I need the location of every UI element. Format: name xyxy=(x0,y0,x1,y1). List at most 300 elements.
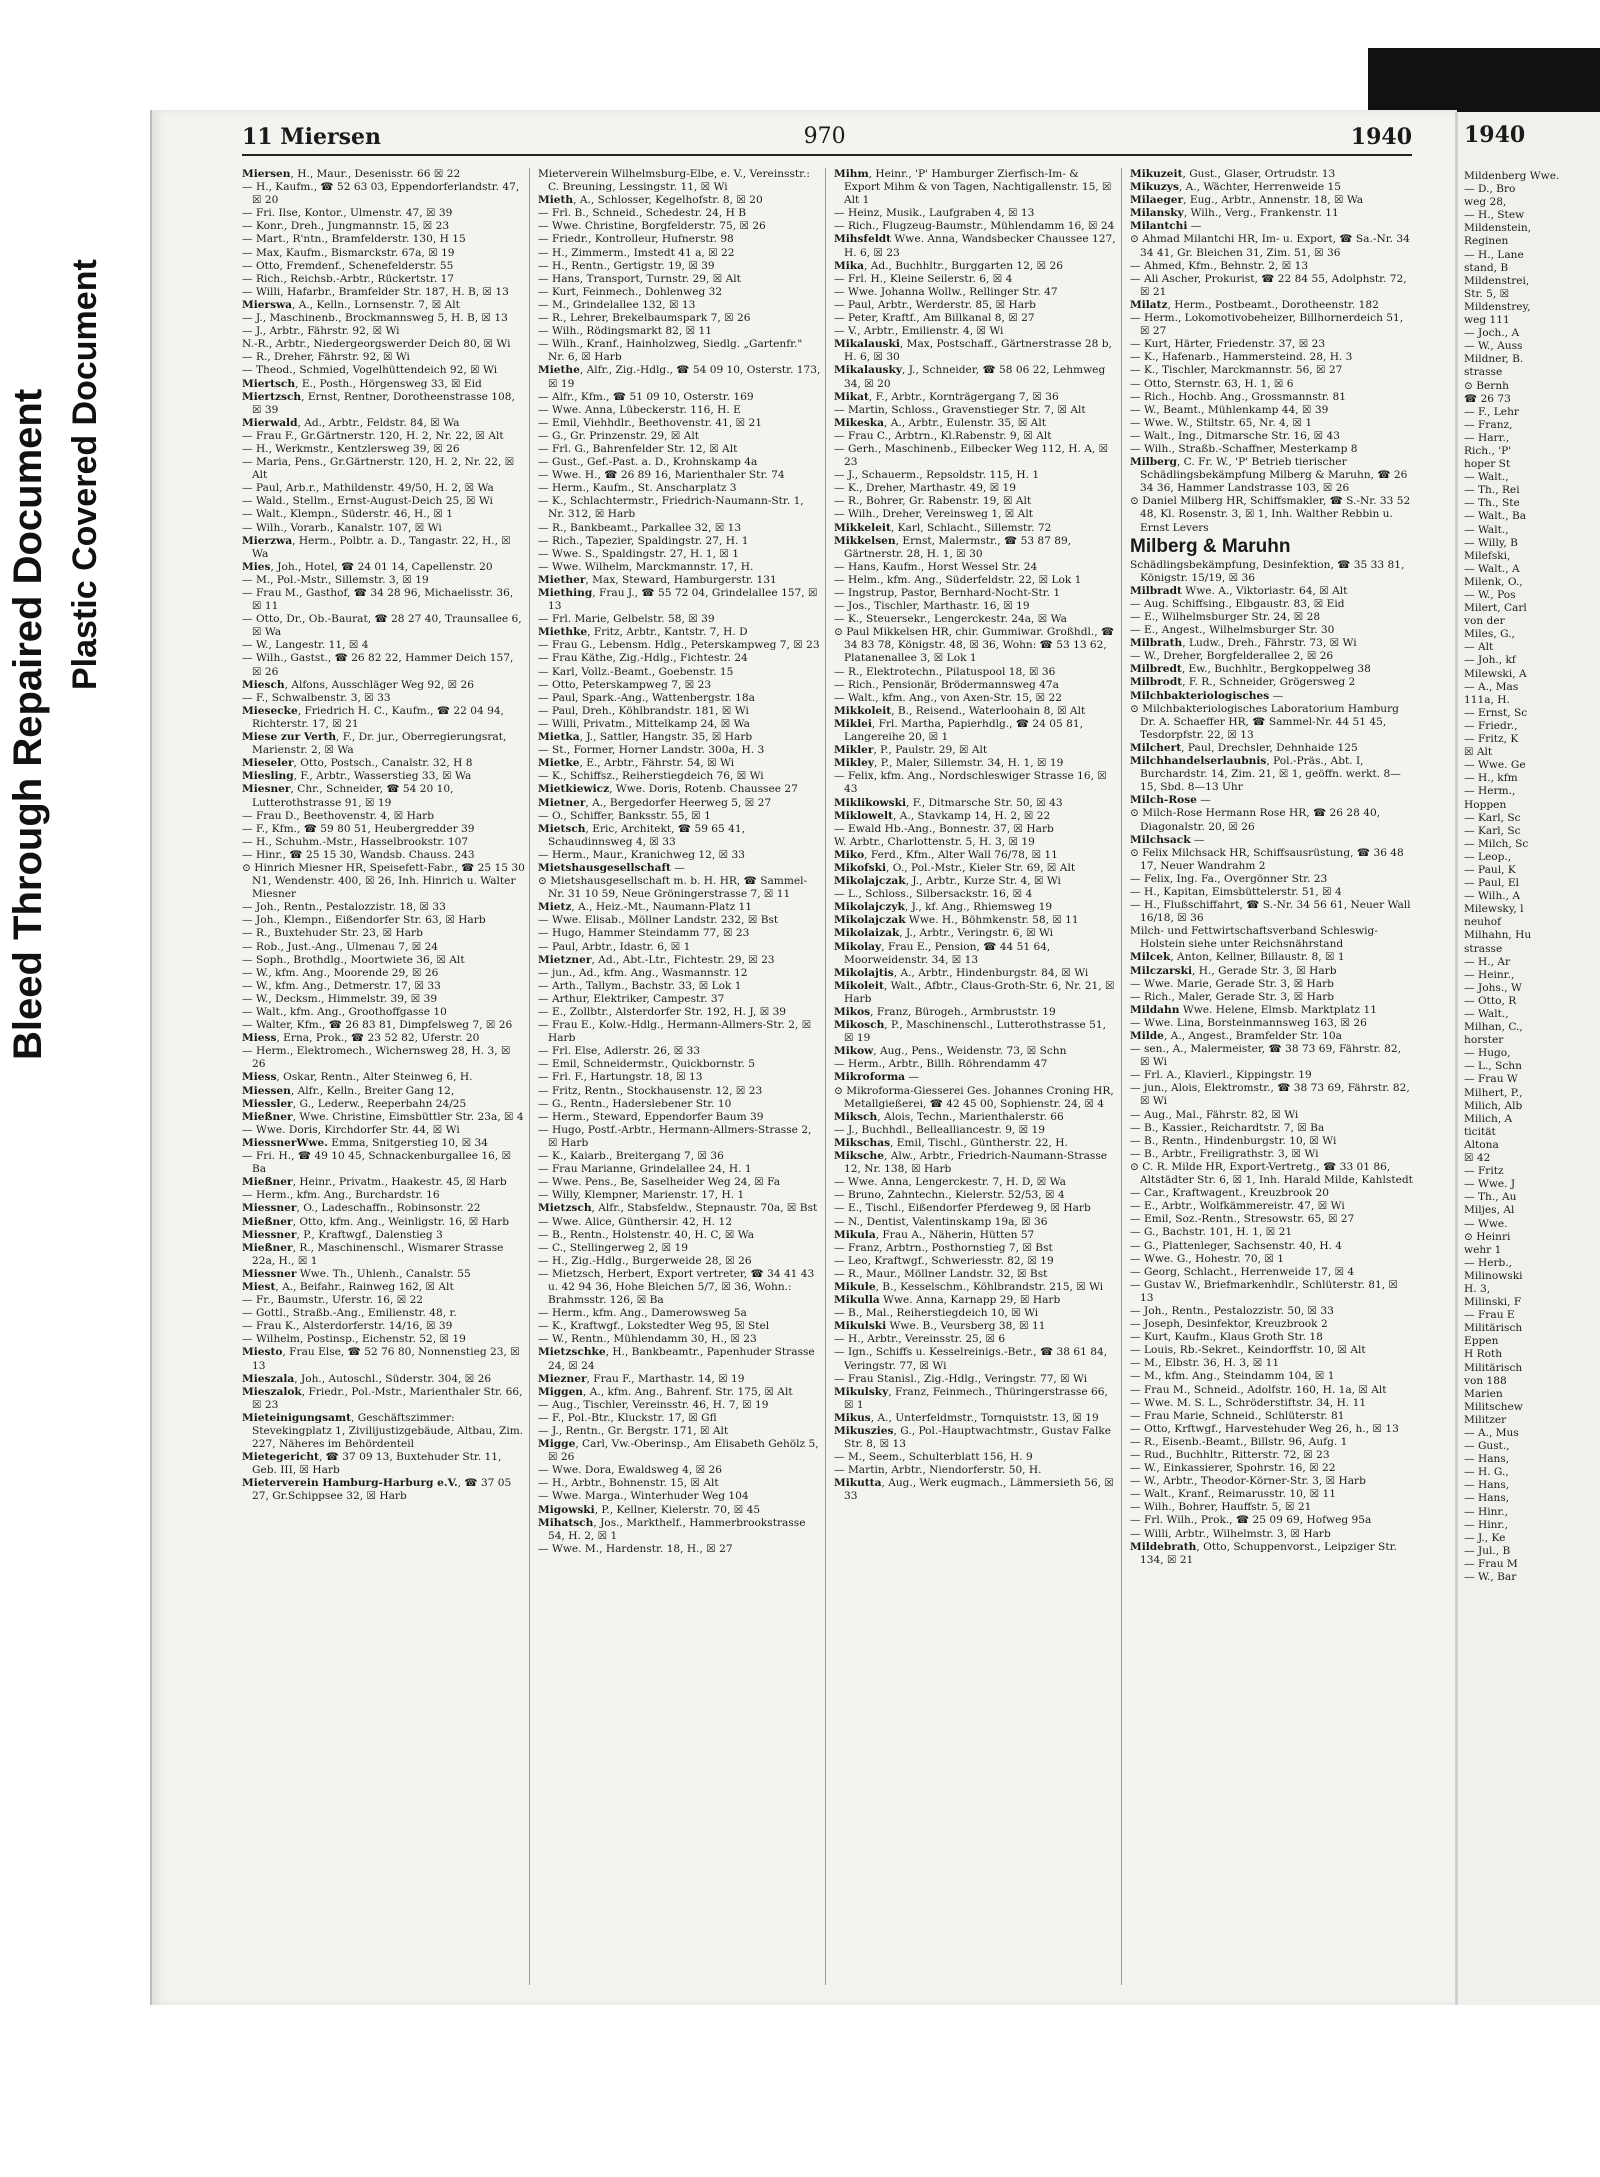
entry-details: , Frau E., Pension, ☎ 44 51 64, Moorweidenstr. 34, ☒ 13 xyxy=(844,940,1051,966)
directory-entry xyxy=(538,1242,821,1255)
entry-details: — H., Schuhm.-Mstr., Hasselbrookstr. 107 xyxy=(242,835,469,848)
entry-details: , H., Maur., Desenisstr. 66 ☒ 22 xyxy=(290,168,461,180)
entry-details: — G., Plattenleger, Sachsenstr. 40, H. 4 xyxy=(1130,1239,1343,1252)
directory-entry xyxy=(1130,847,1413,873)
directory-entry xyxy=(242,260,525,273)
entry-details: — Willi, Hafarbr., Bramfelder Str. 187, H. B, ☒ 13 xyxy=(242,285,509,298)
entry-details: , Ew., Buchhltr., Bergkoppelweg 38 xyxy=(1181,663,1371,676)
next-page-line: Altona xyxy=(1464,1138,1499,1151)
entry-surname: Mietshausgesellschaft xyxy=(538,861,671,874)
entry-details: , Frau Else, ☎ 52 76 80, Nonnenstieg 23, ☒ 13 xyxy=(252,1346,520,1372)
directory-entry xyxy=(242,731,525,757)
directory-entry xyxy=(242,1451,525,1477)
directory-entry xyxy=(242,849,525,862)
entry-details: — R., Maur., Möllner Landstr. 32, ☒ Bst xyxy=(834,1267,1048,1280)
directory-entry xyxy=(538,1399,821,1412)
next-page-line: — Hugo, xyxy=(1464,1047,1511,1060)
entry-details: — Fritz, Rentn., Stockhausenstr. 12, ☒ 23 xyxy=(538,1084,763,1097)
entry-details: — Georg, Schlacht., Herrenweide 17, ☒ 4 xyxy=(1130,1265,1355,1278)
directory-entry xyxy=(242,993,525,1006)
next-page-line: — Franz, xyxy=(1464,418,1513,431)
next-page-line: — Karl, Sc xyxy=(1464,811,1521,824)
entry-details: , A., Stavkamp 14, H. 2, ☒ 22 xyxy=(892,809,1051,822)
entry-details: — Frl. Wilh., Prok., ☎ 25 09 69, Hofweg 95a xyxy=(1130,1514,1372,1527)
entry-details: — Aug., Tischler, Vereinsstr. 46, H. 7, ☒ 19 xyxy=(538,1398,769,1411)
entry-details: Wwe. A., Viktoriastr. 64, ☒ Alt xyxy=(1181,584,1348,597)
next-page-line: — Walt., xyxy=(1464,1008,1509,1020)
next-page-line: Militärisch xyxy=(1464,1322,1523,1335)
directory-entry xyxy=(538,1098,821,1111)
directory-entry xyxy=(1130,391,1413,404)
entry-details: , A., Arbtr., Eulenstr. 35, ☒ Alt xyxy=(884,416,1046,429)
entry-surname: Mildahn xyxy=(1130,1003,1180,1016)
entry-details: — J., Buchhdl., Bellealliancestr. 9, ☒ 19 xyxy=(834,1123,1046,1136)
entry-details: , A., Schlosser, Kegelhofstr. 8, ☒ 20 xyxy=(573,194,763,207)
directory-entry xyxy=(538,914,821,927)
entry-details: , Friedr., Pol.-Mstr., Marienthaler Str. 66, ☒ 23 xyxy=(252,1385,523,1411)
entry-details: — Hugo, Postf.-Arbtr., Hermann-Allmers-Strasse 2, ☒ Harb xyxy=(538,1123,812,1149)
entry-details: , O., Ladeschaffn., Robinsonstr. 22 xyxy=(296,1202,481,1215)
directory-entry xyxy=(834,561,1117,574)
entry-details: , Erna, Prok., ☎ 23 52 82, Uferstr. 20 xyxy=(276,1032,480,1045)
entry-surname: Mikalausky xyxy=(834,364,903,377)
entry-details: , A., Bergedorfer Heerweg 5, ☒ 27 xyxy=(585,796,772,809)
entry-surname: Miessner xyxy=(242,1267,297,1280)
entry-surname: Milatz xyxy=(1130,298,1168,311)
next-page-line: Miles, G., xyxy=(1464,628,1515,641)
entry-details: — xyxy=(1190,833,1205,846)
directory-entry xyxy=(538,1058,821,1071)
directory-entry xyxy=(242,757,525,770)
directory-entry xyxy=(538,797,821,810)
directory-entry xyxy=(834,1320,1117,1333)
entry-details: , Joh., Hotel, ☎ 24 01 14, Capellenstr. 20 xyxy=(270,560,493,573)
entry-details: — Kurt, Kaufm., Klaus Groth Str. 18 xyxy=(1130,1331,1323,1344)
directory-entry xyxy=(1130,1410,1413,1423)
directory-entry xyxy=(538,1150,821,1163)
column-1 xyxy=(242,168,530,1985)
entry-details: — Frau K., Alsterdorferstr. 14/16, ☒ 39 xyxy=(242,1320,453,1333)
directory-entry xyxy=(834,404,1117,417)
directory-entry xyxy=(242,247,525,260)
directory-entry xyxy=(834,770,1117,796)
directory-entry xyxy=(242,1006,525,1019)
next-page-line: — Paul, K xyxy=(1464,863,1516,876)
entry-surname: Migowski xyxy=(538,1503,595,1516)
entry-details: , Ferd., Kfm., Alter Wall 76/78, ☒ 11 xyxy=(864,848,1058,861)
directory-entry xyxy=(834,1425,1117,1451)
directory-entry xyxy=(1130,965,1413,978)
directory-entry xyxy=(538,1216,821,1229)
entry-details: — jun., Alois, Elektromstr., ☎ 38 73 69, Fährstr. 82, ☒ Wi xyxy=(1130,1082,1410,1108)
entry-details: — Ewald Hb.-Ang., Bonnestr. 37, ☒ Harb xyxy=(834,822,1054,835)
directory-entry xyxy=(1130,1318,1413,1331)
entry-surname: Milantchi xyxy=(1130,220,1188,233)
entry-details: — Franz, Arbtrn., Posthornstieg 7, ☒ Bst xyxy=(834,1241,1053,1254)
entry-details: ⊙ Daniel Milberg HR, Schiffsmakler, ☎ S.-Nr. 33 52 48, Kl. Rosenstr. 3, ☒ 1, Inh. Walther Rebbin u. Ernst Levers xyxy=(1130,495,1411,534)
directory-entry xyxy=(1130,1226,1413,1239)
directory-entry xyxy=(834,1412,1117,1425)
entry-details: — R., Bohrer, Gr. Rabenstr. 19, ☒ Alt xyxy=(834,495,1032,508)
next-page-line: von der xyxy=(1464,615,1505,628)
directory-entry xyxy=(1130,1043,1413,1069)
entry-surname: Mika xyxy=(834,259,864,272)
entry-surname: Miklei xyxy=(834,717,872,730)
entry-surname: Milansky xyxy=(1130,207,1184,220)
entry-details: — Herm., Elektromech., Wichernsweg 28, H. 3, ☒ 26 xyxy=(242,1045,511,1071)
entry-details: — Herm., kfm. Ang., Burchardstr. 16 xyxy=(242,1189,440,1202)
directory-entry xyxy=(1130,1148,1413,1161)
directory-entry xyxy=(242,364,525,377)
directory-entry xyxy=(1130,1266,1413,1279)
directory-entry xyxy=(242,312,525,325)
page-header xyxy=(242,120,1412,156)
entry-details: , F., Arbtr., Kornträgergang 7, ☒ 36 xyxy=(868,390,1059,403)
entry-details: — W., Rentn., Mühlendamm 30, H., ☒ 23 xyxy=(538,1333,757,1346)
directory-entry xyxy=(538,1019,821,1045)
entry-surname: Migge xyxy=(538,1438,576,1451)
entry-details: — St., Former, Horner Landstr. 300a, H. 3 xyxy=(538,744,765,757)
directory-entry xyxy=(538,639,821,652)
entry-surname: Mikolajtis xyxy=(834,966,894,979)
directory-entry xyxy=(242,535,525,561)
next-page-line: Mildenstrei, xyxy=(1464,274,1530,287)
entry-surname: Mikuszies xyxy=(834,1425,894,1437)
next-page-line: — Gust., xyxy=(1464,1440,1510,1453)
directory-entry xyxy=(538,220,821,233)
next-page-line: Rich., 'P' xyxy=(1464,444,1512,457)
entry-surname: Mietke xyxy=(538,757,580,770)
directory-entry xyxy=(242,417,525,430)
entry-details: — Wilhelm, Postinsp., Eichenstr. 52, ☒ 19 xyxy=(242,1333,466,1346)
directory-entry xyxy=(538,364,821,390)
directory-entry xyxy=(1130,1253,1413,1266)
directory-entry xyxy=(538,652,821,665)
next-page-line: — Herb., xyxy=(1464,1256,1513,1269)
entry-details: , A., Wächter, Herrenweide 15 xyxy=(1178,181,1341,194)
directory-entry xyxy=(538,535,821,548)
directory-entry xyxy=(538,1425,821,1438)
entry-details: — K., Kraftwgf., Lokstedter Weg 95, ☒ Stel xyxy=(538,1320,770,1333)
entry-details: — K., Dreher, Marthastr. 49, ☒ 19 xyxy=(834,482,1017,495)
next-page-line: — Hans, xyxy=(1464,1492,1510,1505)
directory-entry xyxy=(1130,338,1413,351)
entry-details: — F., Schwalbenstr. 3, ☒ 33 xyxy=(242,691,391,704)
directory-entry xyxy=(834,299,1117,312)
directory-entry xyxy=(242,391,525,417)
directory-entry xyxy=(538,417,821,430)
directory-entry xyxy=(834,1242,1117,1255)
entry-details: — Maria, Pens., Gr.Gärtnerstr. 120, H. 2, Nr. 22, ☒ Alt xyxy=(242,456,515,482)
directory-entry xyxy=(834,1058,1117,1071)
next-page-line: — H., kfm xyxy=(1464,772,1518,785)
directory-entry xyxy=(538,1268,821,1307)
directory-entry xyxy=(538,823,821,849)
directory-entry xyxy=(242,325,525,338)
entry-surname: Miesto xyxy=(242,1346,283,1359)
directory-entry xyxy=(242,299,525,312)
next-page-line: — Joch., A xyxy=(1464,327,1520,340)
directory-entry xyxy=(834,914,1117,927)
directory-entry xyxy=(242,1032,525,1045)
entry-surname: Milde xyxy=(1130,1030,1164,1042)
next-page-line: — Wwe. xyxy=(1464,1217,1508,1230)
entry-details: — Frau M., Gasthof, ☎ 34 28 96, Michaelisstr. 36, ☒ 11 xyxy=(242,587,514,613)
entry-surname: Miksch xyxy=(834,1110,878,1123)
entry-details: — Wwe. Lina, Borsteinmannsweg 163, ☒ 26 xyxy=(1130,1016,1367,1029)
directory-entry xyxy=(242,639,525,652)
entry-details: — F., Kfm., ☎ 59 80 51, Heubergredder 39 xyxy=(242,822,475,835)
entry-details: , G., Lederw., Reeperbahn 24/25 xyxy=(292,1097,467,1110)
next-page-line: — Alt xyxy=(1464,641,1494,654)
entry-details: , P., Kellner, Kielerstr. 70, ☒ 45 xyxy=(594,1503,761,1516)
entry-surname: Mihsfeldt xyxy=(834,233,892,246)
entry-details: Mieterverein Wilhelmsburg-Elbe, e. V., Vereinsstr.: C. Breuning, Lessingstr. 11, ☒ Wi xyxy=(538,168,811,194)
directory-entry xyxy=(1130,559,1413,585)
next-page-line: — Willy, B xyxy=(1464,536,1518,549)
entry-surname: Mikroforma xyxy=(834,1071,906,1084)
next-page-line: — W., Pos xyxy=(1464,589,1516,601)
entry-details: — Car., Kraftwagent., Kreuzbrook 20 xyxy=(1130,1187,1329,1200)
next-page-line: — Frau E xyxy=(1464,1309,1515,1322)
entry-surname: Mikolay xyxy=(834,940,882,953)
entry-surname: Mietzsch xyxy=(538,1202,592,1215)
next-page-line: — D., Bro xyxy=(1464,183,1516,196)
entry-details: — R., Dreher, Fährstr. 92, ☒ Wi xyxy=(242,351,410,364)
directory-entry xyxy=(242,980,525,993)
directory-entry xyxy=(242,1176,525,1189)
entry-details: , Emil, Tischl., Güntherstr. 22, H. xyxy=(890,1136,1068,1149)
next-page-line: — Walt., A xyxy=(1464,562,1520,575)
entry-details: — J., Schauerm., Repsoldstr. 115, H. 1 xyxy=(834,469,1040,482)
next-page-line: — A., Mus xyxy=(1464,1427,1519,1439)
entry-details: — Emil, Schneidermstr., Quickbornstr. 5 xyxy=(538,1058,755,1071)
entry-details: — B., Rentn., Holstenstr. 40, H. C, ☒ Wa xyxy=(538,1228,755,1241)
next-page-line: von 188 xyxy=(1464,1374,1507,1387)
entry-details: — Wwe. Johanna Wollw., Rellinger Str. 47 xyxy=(834,285,1058,298)
entry-details: — Frau C., Arbtrn., Kl.Rabenstr. 9, ☒ Alt xyxy=(834,429,1052,442)
directory-entry xyxy=(242,181,525,207)
entry-details: — Ali Ascher, Prokurist, ☎ 22 84 55, Adolphstr. 72, ☒ 21 xyxy=(1130,272,1407,298)
directory-entry xyxy=(834,1071,1117,1084)
next-page-line: neuhof xyxy=(1464,916,1502,929)
directory-entry xyxy=(242,1124,525,1137)
entry-details: , P., Maler, Sillemstr. 34, H. 1, ☒ 19 xyxy=(874,757,1064,770)
entry-surname: Mieseler xyxy=(242,757,294,770)
entry-details: , P., Maschinenschl., Lutterothstrasse 51, ☒ 19 xyxy=(844,1019,1107,1045)
next-page-line: — Ernst, Sc xyxy=(1464,706,1528,719)
directory-entry xyxy=(1130,404,1413,417)
directory-entry xyxy=(538,1176,821,1189)
entry-surname: Milaeger xyxy=(1130,194,1184,207)
entry-details: , Alfr., Stabsfeldw., Stepnaustr. 70a, ☒ Bst xyxy=(591,1202,818,1215)
entry-details: , B., Kesselschm., Köhlbrandstr. 215, ☒ Wi xyxy=(875,1280,1104,1293)
entry-details: — Wilh., Dreher, Vereinsweg 1, ☒ Alt xyxy=(834,508,1033,521)
entry-surname: Mikolajczak xyxy=(834,875,906,888)
directory-entry xyxy=(834,1045,1117,1058)
entry-details: , A., Beifahr., Rainweg 162, ☒ Alt xyxy=(275,1280,454,1293)
next-page-line: — Heinr., xyxy=(1464,968,1515,981)
next-page-line: — Wilh., A xyxy=(1464,890,1521,903)
directory-entry xyxy=(1130,1397,1413,1410)
directory-entry xyxy=(834,626,1117,665)
directory-entry xyxy=(538,1543,821,1556)
directory-entry xyxy=(242,1294,525,1307)
directory-entry xyxy=(538,718,821,731)
entry-surname: Mießner xyxy=(242,1241,293,1254)
directory-entry xyxy=(242,1202,525,1215)
entry-surname: Miessner xyxy=(242,1202,297,1215)
directory-entry xyxy=(834,941,1117,967)
directory-entry xyxy=(834,1216,1117,1229)
entry-details: Wwe. H., Böhmkenstr. 58, ☒ 11 xyxy=(905,914,1079,927)
entry-surname: Milbrath xyxy=(1130,637,1183,650)
entry-details: — Herm., Steward, Eppendorfer Baum 39 xyxy=(538,1110,764,1123)
directory-entry xyxy=(538,443,821,456)
entry-surname: Mietkiewicz xyxy=(538,783,610,796)
directory-entry xyxy=(834,849,1117,862)
next-page-line: Marien xyxy=(1464,1387,1503,1400)
next-page-line: — Leop., xyxy=(1464,850,1512,863)
entry-details: — Mart., R'ntn., Bramfelderstr. 130, H 15 xyxy=(242,233,466,246)
entry-details: — Frau Käthe, Zig.-Hdlg., Fichtestr. 24 xyxy=(538,652,748,665)
entry-details: — Willi, Arbtr., Wilhelmstr. 3, ☒ Harb xyxy=(1130,1527,1331,1540)
entry-details: — H., Flußschiffahrt, ☎ S.-Nr. 34 56 61, Neuer Wall 16/18, ☒ 36 xyxy=(1130,899,1411,925)
directory-entry xyxy=(242,207,525,220)
entry-details: — Frl. B., Schneid., Schedestr. 24, H B xyxy=(538,207,747,220)
entry-surname: Mikschas xyxy=(834,1136,891,1149)
directory-entry xyxy=(834,482,1117,495)
entry-details: — H., Kaufm., ☎ 52 63 03, Eppendorferlandstr. 47, ☒ 20 xyxy=(242,181,520,207)
next-page-line: — Frau M xyxy=(1464,1557,1518,1570)
entry-details: — Frau F., Gr.Gärtnerstr. 120, H. 2, Nr. 22, ☒ Alt xyxy=(242,429,504,442)
entry-details: — M., Grindelallee 132, ☒ 13 xyxy=(538,298,696,311)
entry-details: — Karl, Vollz.-Beamt., Goebenstr. 15 xyxy=(538,665,734,678)
entry-details: , Friedrich H. C., Kaufm., ☎ 22 04 94, Richterstr. 17, ☒ 21 xyxy=(252,704,504,730)
entry-details: — Wilh., Gastst., ☎ 26 82 22, Hammer Deich 157, ☒ 26 xyxy=(242,652,514,678)
directory-entry xyxy=(834,927,1117,940)
directory-entry xyxy=(538,168,821,194)
entry-surname: Mildebrath xyxy=(1130,1540,1197,1553)
entry-details: , Gust., Glaser, Ortrudstr. 13 xyxy=(1182,168,1336,180)
entry-details: , E., Arbtr., Fährstr. 54, ☒ Wi xyxy=(579,757,735,770)
entry-details: — Paul, Spark.-Ang., Wattenbergstr. 18a xyxy=(538,691,755,704)
entry-details: , J., Sattler, Hangstr. 35, ☒ Harb xyxy=(579,731,753,744)
entry-details: , E., Posth., Hörgensweg 33, ☒ Eid xyxy=(295,377,482,390)
next-page-line: Hoppen xyxy=(1464,798,1507,811)
entry-details: — W., Decksm., Himmelstr. 39, ☒ 39 xyxy=(242,992,438,1005)
entry-details: — E., Arbtr., Wolfkämmereistr. 47, ☒ Wi xyxy=(1130,1200,1345,1213)
directory-entry xyxy=(834,260,1117,273)
directory-entry xyxy=(834,1255,1117,1268)
entry-details: — B., Arbtr., Freiligrathstr. 3, ☒ Wi xyxy=(1130,1147,1319,1160)
entry-details: — Rich., Flugzeug-Baumstr., Mühlendamm 16, ☒ 24 xyxy=(834,220,1115,233)
directory-entry xyxy=(1130,364,1413,377)
entry-details: — Frau E., Kolw.-Hdlg., Hermann-Allmers-Str. 2, ☒ Harb xyxy=(538,1019,812,1045)
entry-surname: Miesch xyxy=(242,678,285,691)
entry-surname: Miesner xyxy=(242,783,291,796)
directory-entry xyxy=(1130,1135,1413,1148)
directory-entry xyxy=(1130,1082,1413,1108)
next-page-line: Milenk, O., xyxy=(1464,575,1523,588)
entry-details: , Aug., Werk eugmach., Lämmersieth 56, ☒ 33 xyxy=(844,1477,1114,1503)
directory-page xyxy=(150,110,1457,2005)
entry-details: ⊙ Hinrich Miesner HR, Speisefett-Fabr., ☎ 25 15 30 N1, Wendenstr. 400, ☒ 26, Inh. Hinrich u. Walter Miesner xyxy=(242,861,525,901)
entry-details: — Leo, Kraftwgf., Schweriesstr. 82, ☒ 19 xyxy=(834,1254,1054,1267)
entry-surname: Mikow xyxy=(834,1045,874,1058)
directory-entry xyxy=(1130,273,1413,299)
directory-entry xyxy=(834,273,1117,286)
entry-details: — H., Werkmstr., Kentzlersweg 39, ☒ 26 xyxy=(242,442,460,455)
entry-details: — H., Rentn., Gertigstr. 19, ☒ 39 xyxy=(538,259,715,272)
directory-entry xyxy=(1130,207,1413,220)
entry-details: — B., Kassier., Reichardtstr. 7, ☒ Ba xyxy=(1130,1121,1325,1134)
entry-details: — Helm., kfm. Ang., Süderfeldstr. 22, ☒ Lok 1 xyxy=(834,573,1082,586)
entry-details: — Gust., Gef.-Past. a. D., Krohnskamp 4a xyxy=(538,456,758,469)
entry-surname: Mieterverein Hamburg-Harburg e.V. xyxy=(242,1477,458,1490)
entry-details: — Willi, Privatm., Mittelkamp 24, ☒ Wa xyxy=(538,717,750,730)
side-label-plastic: Plastic Covered Document xyxy=(66,259,104,690)
next-page-line: Milhan, C., xyxy=(1464,1021,1523,1034)
entry-details: Wwe. B., Veursberg 38, ☒ 11 xyxy=(886,1320,1046,1333)
entry-details: — G., Rentn., Haderslebener Str. 10 xyxy=(538,1097,732,1110)
directory-entry xyxy=(538,233,821,246)
entry-details: , Eug., Arbtr., Annenstr. 18, ☒ Wa xyxy=(1183,194,1364,207)
entry-surname: Milchbakteriologisches xyxy=(1130,689,1270,702)
directory-entry xyxy=(538,325,821,338)
directory-entry xyxy=(834,967,1117,980)
entry-details: , A., Heiz.-Mt., Naumann-Platz 11 xyxy=(571,901,753,914)
directory-entry xyxy=(242,770,525,783)
next-page-line: Militzer xyxy=(1464,1413,1507,1426)
entry-surname: Miksche xyxy=(834,1150,884,1163)
entry-surname: Miesecke xyxy=(242,704,298,717)
next-page-line: ☒ Alt xyxy=(1464,746,1493,759)
directory-entry xyxy=(242,220,525,233)
entry-details: — E., Angest., Wilhelmsburger Str. 30 xyxy=(1130,624,1335,637)
entry-details: — Wwe. Christine, Borgfelderstr. 75, ☒ 26 xyxy=(538,220,766,233)
entry-details: , Heinr., 'P' Hamburger Zierfisch-Im- & Export Mihm & von Tagen, Nachtigallenstr. 15, ☒ Alt 1 xyxy=(844,168,1112,207)
directory-entry xyxy=(1130,1017,1413,1030)
directory-entry xyxy=(538,744,821,757)
entry-surname: MiessnerWwe. xyxy=(242,1136,328,1149)
directory-entry xyxy=(242,430,525,443)
next-page-line: Str. 5, ☒ xyxy=(1464,287,1510,300)
directory-entry xyxy=(242,1045,525,1071)
directory-entry xyxy=(1130,598,1413,611)
entry-details: — W., Langestr. 11, ☒ 4 xyxy=(242,639,369,652)
directory-entry xyxy=(1130,443,1413,456)
next-page-line: — Wwe. J xyxy=(1464,1178,1516,1191)
entry-surname: Mießner xyxy=(242,1176,293,1189)
entry-surname: Mietsch xyxy=(538,822,586,835)
entry-details: — Louis, Rb.-Sekret., Keindorffstr. 10, ☒ Alt xyxy=(1130,1344,1366,1357)
entry-details: — W., Beamt., Mühlenkamp 44, ☒ 39 xyxy=(1130,403,1329,416)
directory-entry xyxy=(538,679,821,692)
entry-details: , Heinr., Privatm., Haakestr. 45, ☒ Harb xyxy=(292,1176,507,1189)
entry-surname: Miese zur Verth xyxy=(242,731,337,744)
entry-details: ⊙ Paul Mikkelsen HR, chir. Gummiwar. Großhdl., ☎ 34 83 78, Königstr. 48, ☒ 36, Wohn: ☎ 53 13 62, Platanenallee 3, ☒ Lok 1 xyxy=(834,626,1115,665)
next-page-line: Milich, Alb xyxy=(1464,1099,1523,1112)
entry-surname: Mikosch xyxy=(834,1019,885,1032)
directory-entry xyxy=(538,207,821,220)
entry-surname: Mieth xyxy=(538,194,574,207)
directory-entry xyxy=(538,1163,821,1176)
next-page-line: — W., Bar xyxy=(1464,1571,1517,1584)
entry-details: , Ad., Buchhltr., Burggarten 12, ☒ 26 xyxy=(863,259,1063,272)
directory-entry xyxy=(538,548,821,561)
directory-entry xyxy=(834,810,1117,823)
